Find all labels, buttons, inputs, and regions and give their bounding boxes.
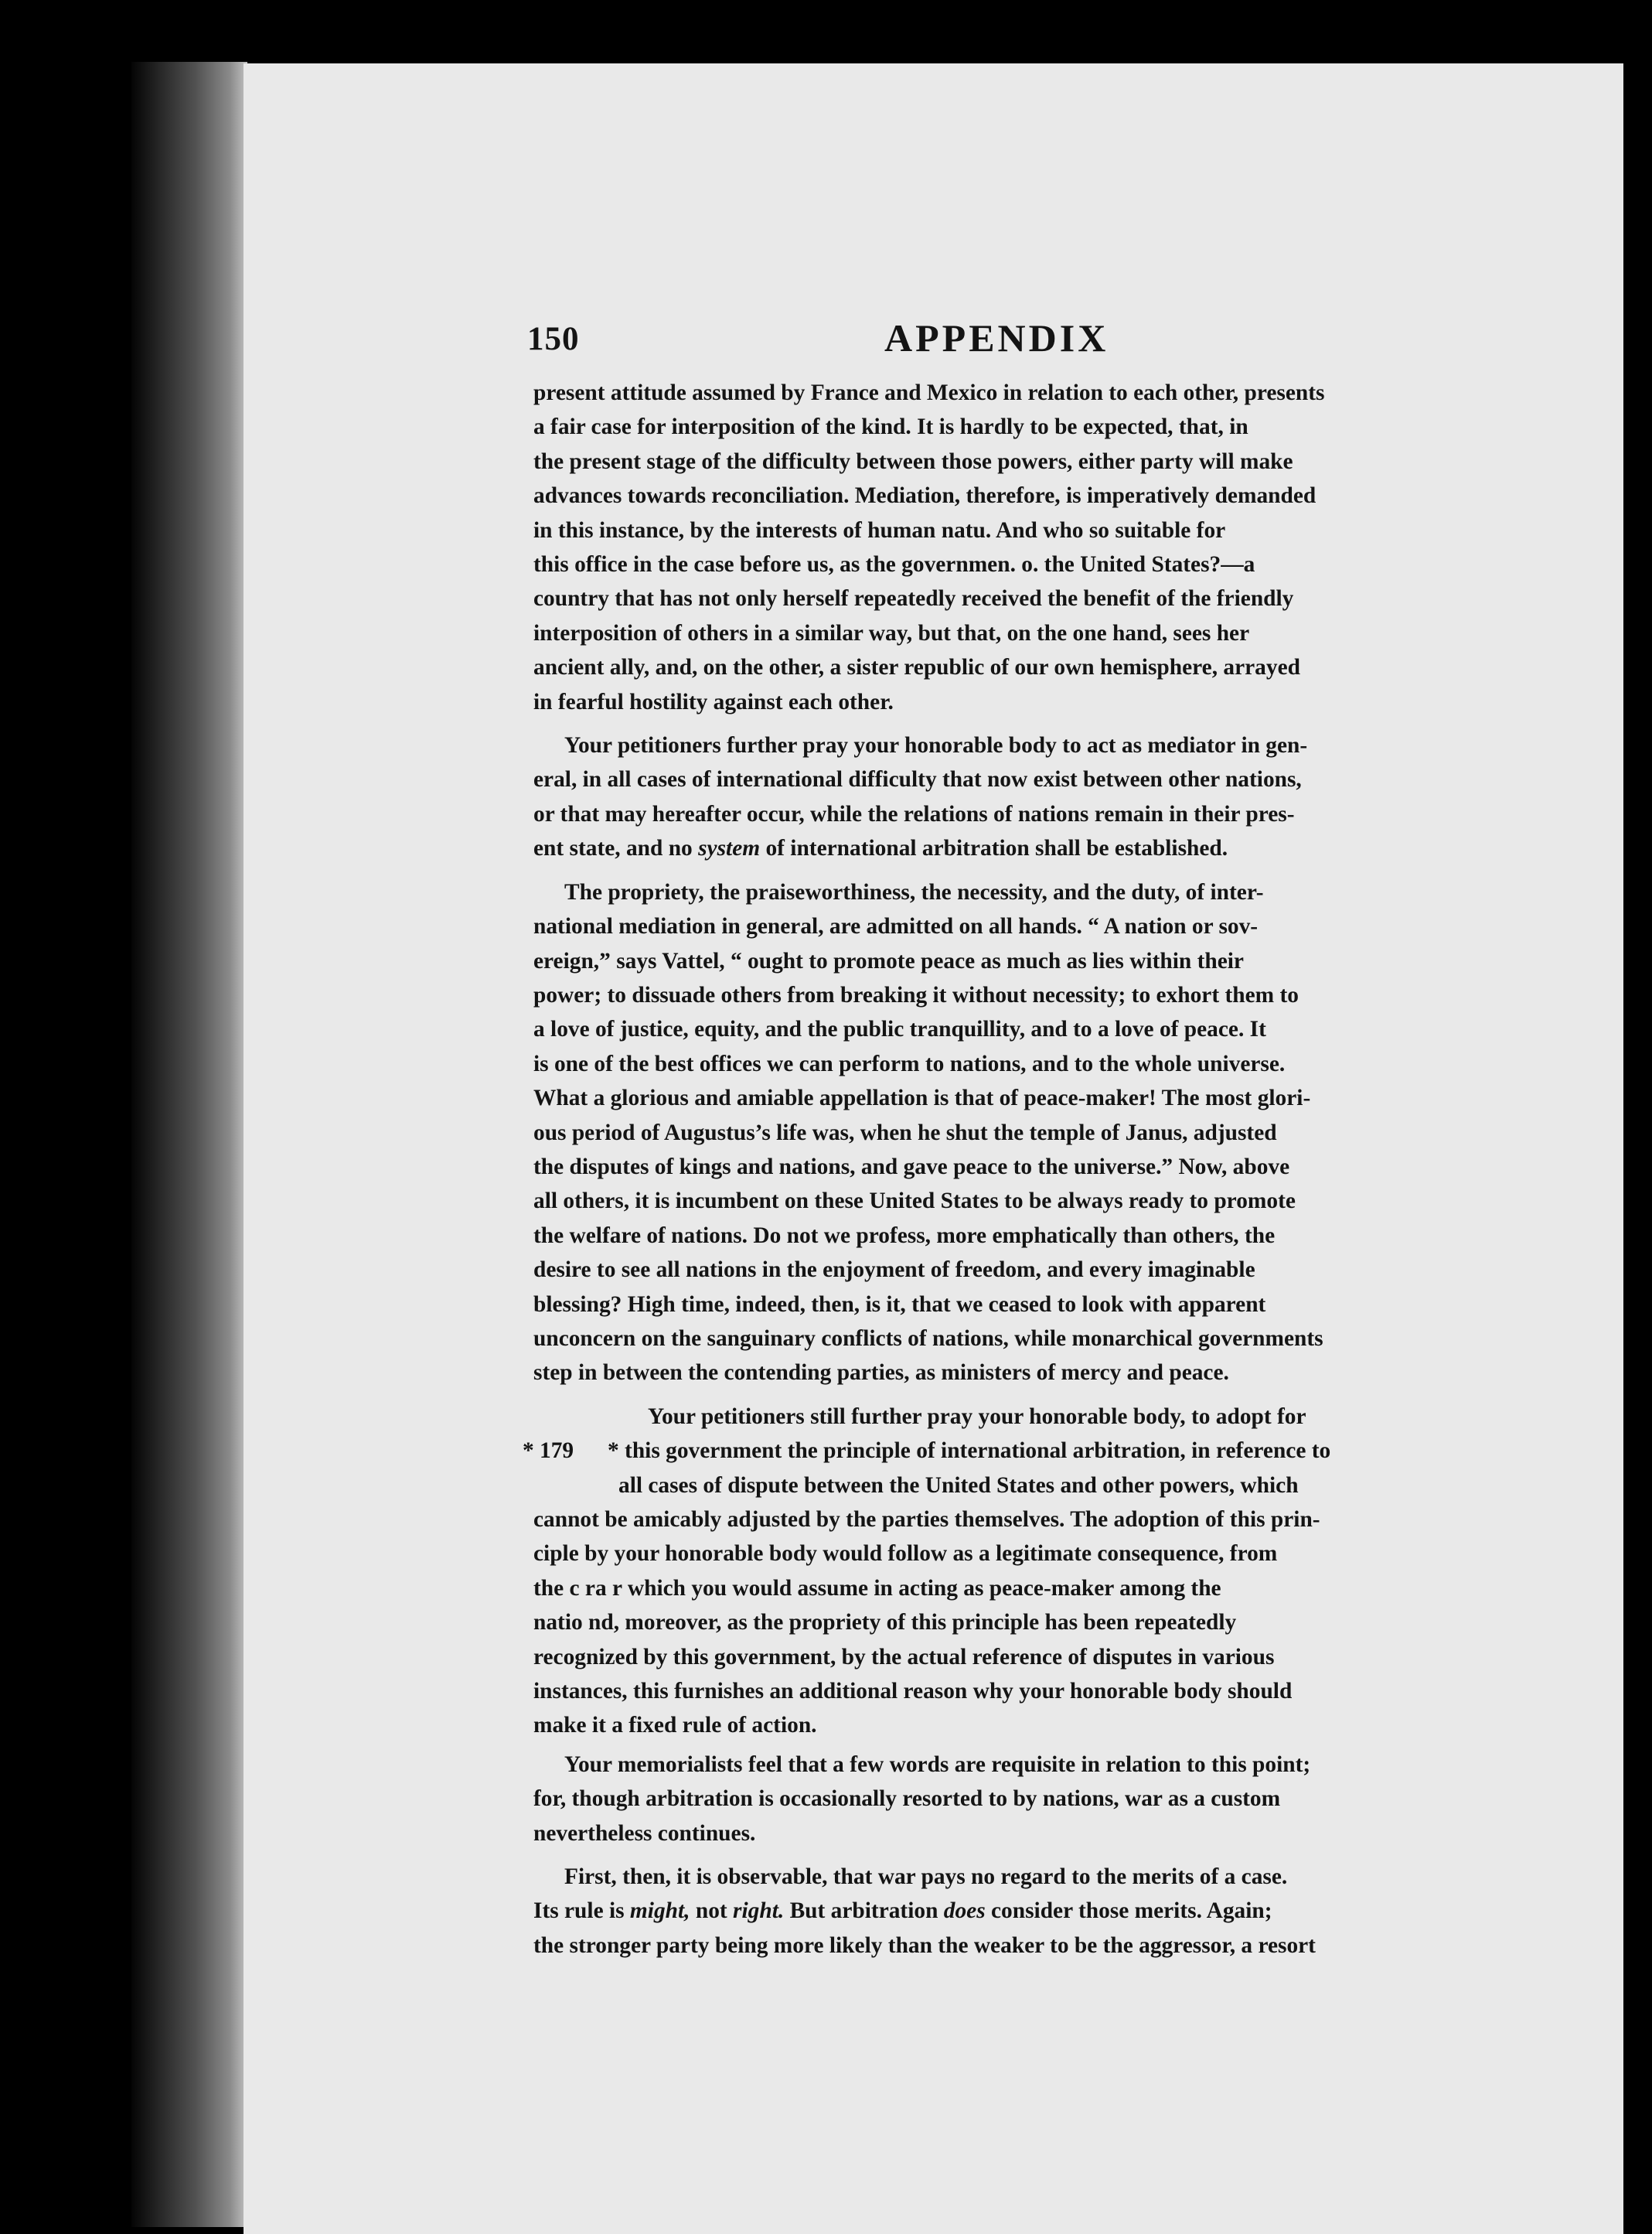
text-line: ancient ally, and, on the other, a sister republic of our own hemisphere, arrayed: [533, 655, 1300, 680]
paragraph-3: [533, 875, 1492, 1390]
emphasis: does: [943, 1898, 986, 1924]
text-line: advances towards reconciliation. Mediation, therefore, is imperatively demanded: [533, 483, 1316, 509]
text-line: the present stage of the difficulty between those powers, either party will make: [533, 449, 1293, 474]
text-line: [533, 1894, 1492, 1928]
text-run: ent state, and no: [533, 836, 699, 861]
text-line: Your petitioners still further pray your honorable body, to adopt for: [648, 1403, 1306, 1429]
text-run: consider those merits. Again;: [985, 1898, 1272, 1924]
text-line: a love of justice, equity, and the public tranquillity, and to a love of peace. It: [533, 1017, 1266, 1042]
text-run: not: [690, 1898, 734, 1924]
text-line: country that has not only herself repeatedly received the benefit of the friendly: [533, 586, 1294, 612]
text-line: desire to see all nations in the enjoyment of freedom, and every imaginable: [533, 1257, 1255, 1283]
text-line: this office in the case before us, as the governmen. o. the United States?—a: [533, 552, 1255, 578]
paragraph-6: [533, 1860, 1492, 1963]
text-run: But arbitration: [784, 1898, 944, 1924]
text-line: ereign,” says Vattel, “ ought to promote peace as much as lies within their: [533, 948, 1244, 974]
text-line: power; to dissuade others from breaking it without necessity; to exhort them to: [533, 982, 1299, 1008]
text-line: blessing? High time, indeed, then, is it, that we ceased to look with apparent: [533, 1291, 1266, 1317]
emphasis: might,: [629, 1898, 690, 1924]
text-line: present attitude assumed by France and Mexico in relation to each other, presents: [533, 380, 1325, 405]
text-line: in this instance, by the interests of human natu. And who so suitable for: [533, 517, 1226, 543]
text-line: instances, this furnishes an additional reason why your honorable body should: [533, 1679, 1293, 1704]
text-line: a fair case for interposition of the kind. It is hardly to be expected, that, in: [533, 414, 1248, 440]
text-line: interposition of others in a similar way, but that, on the one hand, sees her: [533, 620, 1250, 646]
text-line: Your memorialists feel that a few words are requisite in relation to this point;: [564, 1751, 1311, 1777]
text-line: in fearful hostility against each other.: [533, 689, 894, 715]
page-number: 150: [527, 321, 580, 357]
text-line: make it a fixed rule of action.: [533, 1713, 817, 1738]
text-line: [533, 831, 1492, 865]
text-run: Its rule is: [533, 1898, 630, 1924]
text-line: ous period of Augustus’s life was, when he shut the temple of Janus, adjusted: [533, 1120, 1277, 1145]
text-line: the c ra r which you would assume in acting as peace-maker among the: [533, 1575, 1221, 1601]
emphasis: system: [698, 836, 761, 861]
text-line: ciple by your honorable body would follow as a legitimate consequence, from: [533, 1541, 1278, 1567]
emphasis: right.: [733, 1898, 785, 1924]
text-line: What a glorious and amiable appellation is that of peace-maker! The most glori-: [533, 1086, 1311, 1111]
text-line: cannot be amicably adjusted by the parties themselves. The adoption of this prin-: [533, 1507, 1320, 1532]
text-line: The propriety, the praiseworthiness, the necessity, and the duty, of inter-: [564, 879, 1264, 905]
body-text: [523, 376, 1492, 1972]
text-line: all others, it is incumbent on these United States to be always ready to promote: [533, 1189, 1296, 1214]
text-run: * this government the principle of international arbitration, in reference to: [608, 1438, 1331, 1464]
text-line: First, then, it is observable, that war pays no regard to the merits of a case.: [564, 1864, 1288, 1890]
book-binding-edge: [131, 62, 247, 2227]
text-line: recognized by this government, by the actual reference of disputes in various: [533, 1644, 1275, 1670]
paragraph-5: [533, 1748, 1492, 1850]
running-title: APPENDIX: [884, 316, 1109, 360]
text-line: is one of the best offices we can perform to nations, and to the whole universe.: [533, 1051, 1286, 1076]
text-line: the welfare of nations. Do not we profess, more emphatically than others, the: [533, 1223, 1276, 1248]
paragraph-4: [523, 1400, 1492, 1743]
text-line: the stronger party being more likely than the weaker to be the aggressor, a resort: [533, 1932, 1316, 1958]
text-line: natio nd, moreover, as the propriety of this principle has been repeatedly: [533, 1610, 1237, 1635]
text-line: for, though arbitration is occasionally resorted to by nations, war as a custom: [533, 1786, 1281, 1812]
text-line: the disputes of kings and nations, and gave peace to the universe.” Now, above: [533, 1154, 1290, 1179]
page-header: [527, 315, 1509, 362]
text-line: national mediation in general, are admitted on all hands. “ A nation or sov-: [533, 914, 1259, 940]
text-line: nevertheless continues.: [533, 1820, 756, 1846]
paragraph-2: [533, 728, 1492, 866]
text-line: all cases of dispute between the United States and other powers, which: [618, 1472, 1299, 1498]
text-line: Your petitioners further pray your honorable body to act as mediator in gen-: [564, 733, 1308, 759]
margin-page-reference: * 179: [523, 1438, 574, 1464]
text-line: [523, 1434, 1492, 1468]
text-line: step in between the contending parties, as ministers of mercy and peace.: [533, 1360, 1229, 1386]
text-line: unconcern on the sanguinary conflicts of nations, while monarchical governments: [533, 1325, 1323, 1351]
text-run: of international arbitration shall be established.: [760, 836, 1228, 861]
text-line: eral, in all cases of international difficulty that now exist between other nations,: [533, 767, 1302, 793]
paragraph-1: [533, 376, 1492, 719]
text-line: or that may hereafter occur, while the relations of nations remain in their pres-: [533, 801, 1295, 827]
